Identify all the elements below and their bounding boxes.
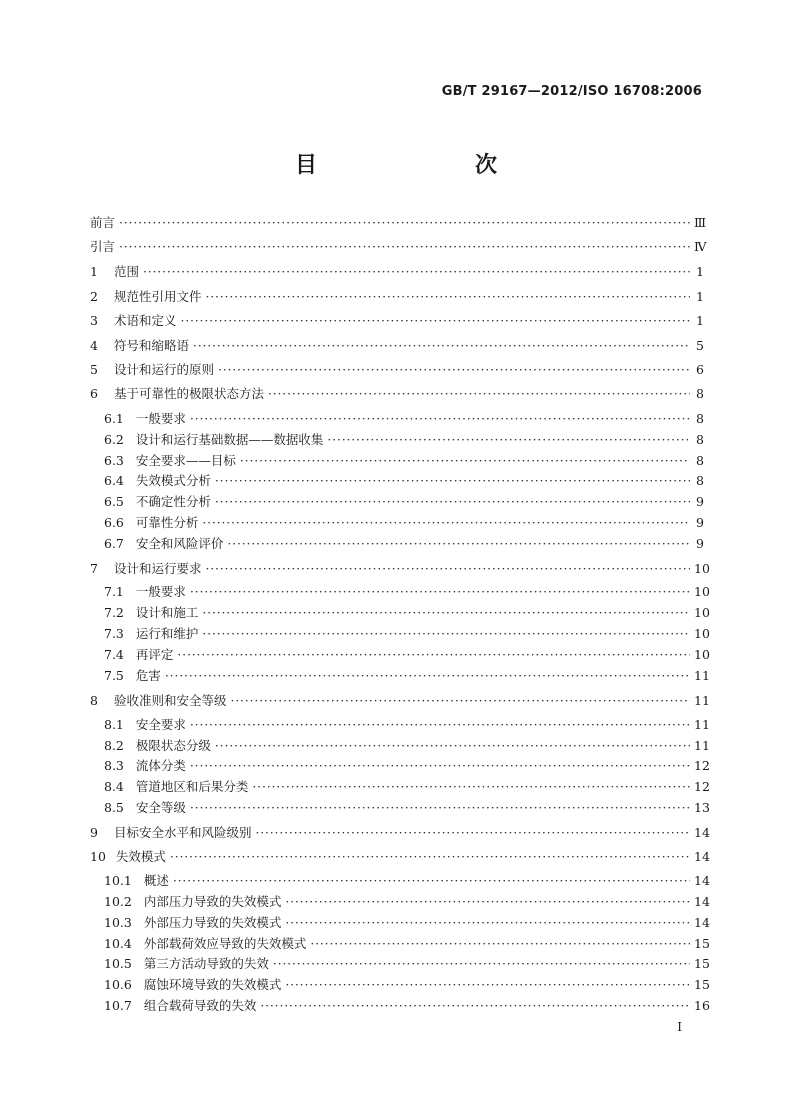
toc-entry-label: 术语和定义 (113, 313, 177, 328)
toc-entry-page: 8 (696, 453, 704, 468)
toc-entry-number: 8 (90, 693, 98, 708)
toc-entry-label: 安全等级 (135, 800, 186, 815)
toc-entry-page: 15 (694, 956, 710, 971)
toc-entry[interactable] (90, 848, 710, 866)
toc-entry[interactable] (104, 955, 710, 973)
toc-entry-label: 极限状态分级 (135, 738, 211, 753)
toc-entry-page: 9 (696, 536, 704, 551)
toc-entry-page: 14 (694, 873, 710, 888)
toc-entry-page: 6 (696, 362, 704, 377)
toc-entry-label: 前言 (90, 215, 116, 230)
toc-dot-leader (202, 604, 690, 622)
toc-entry-page: 13 (694, 800, 710, 815)
toc-dot-leader (215, 472, 690, 490)
toc-entry-number: 9 (90, 825, 98, 840)
toc-dot-leader (193, 337, 690, 355)
toc-entry-page: 8 (696, 386, 704, 401)
toc-entry-number: 6 (90, 386, 98, 401)
toc-dot-leader (310, 935, 690, 953)
toc-entry-label: 范围 (113, 264, 139, 279)
toc-entry-page: 5 (696, 338, 704, 353)
toc-dot-leader (285, 976, 690, 994)
toc-entry-page: 14 (694, 849, 710, 864)
toc-entry-page: Ⅲ (694, 215, 707, 230)
toc-entry-label: 管道地区和后果分类 (135, 779, 249, 794)
toc-dot-leader (327, 431, 690, 449)
toc-entry-label: 腐蚀环境导致的失效模式 (143, 977, 282, 992)
toc-entry-number: 6.2 (104, 432, 124, 447)
page-folio: I (677, 1020, 682, 1034)
toc-entry-label: 流体分类 (135, 758, 186, 773)
toc-entry[interactable] (104, 431, 704, 449)
toc-entry-label: 可靠性分析 (135, 515, 199, 530)
toc-dot-leader (190, 583, 690, 601)
toc-entry-number: 1 (90, 264, 98, 279)
toc-entry[interactable] (104, 583, 710, 601)
toc-entry[interactable] (104, 778, 710, 796)
toc-entry-page: 10 (694, 605, 710, 620)
toc-entry-page: 1 (696, 289, 704, 304)
toc-entry-label: 不确定性分析 (135, 494, 211, 509)
toc-entry[interactable] (90, 238, 707, 256)
toc-entry-page: 10 (694, 584, 710, 599)
toc-entry-label: 概述 (143, 873, 169, 888)
toc-entry-page: 15 (694, 936, 710, 951)
toc-entry-page: 14 (694, 894, 710, 909)
toc-dot-leader (165, 667, 690, 685)
toc-entry-label: 内部压力导致的失效模式 (143, 894, 282, 909)
toc-dot-leader (119, 238, 690, 256)
toc-dot-leader (273, 955, 690, 973)
toc-dot-leader (260, 997, 690, 1015)
toc-entry-page: 11 (694, 738, 710, 753)
toc-dot-leader (215, 737, 690, 755)
toc-entry[interactable] (104, 625, 710, 643)
toc-entry-number: 10.4 (104, 936, 132, 951)
toc-entry-page: 1 (696, 264, 704, 279)
toc-entry-label: 设计和施工 (135, 605, 199, 620)
toc-entry-page: 11 (694, 717, 710, 732)
toc-entry[interactable] (90, 560, 710, 578)
toc-entry-number: 10.6 (104, 977, 132, 992)
toc-entry[interactable] (104, 667, 710, 685)
page-title: 目 次 (294, 153, 535, 178)
toc-entry-number: 7.5 (104, 668, 124, 683)
toc-entry[interactable] (104, 472, 704, 490)
toc-dot-leader (240, 452, 690, 470)
toc-dot-leader (190, 410, 690, 428)
toc-dot-leader (170, 848, 690, 866)
toc-entry-number: 7.2 (104, 605, 124, 620)
toc-entry-label: 组合载荷导致的失效 (143, 998, 257, 1013)
toc-entry[interactable] (104, 799, 710, 817)
toc-dot-leader (252, 778, 690, 796)
toc-dot-leader (268, 385, 690, 403)
toc-entry-label: 运行和维护 (135, 626, 199, 641)
toc-entry[interactable] (90, 692, 710, 710)
toc-entry[interactable] (104, 872, 710, 890)
toc-dot-leader (180, 312, 690, 330)
toc-entry-number: 7.4 (104, 647, 124, 662)
toc-dot-leader (255, 824, 690, 842)
toc-entry[interactable] (104, 452, 704, 470)
toc-entry-page: 14 (694, 915, 710, 930)
toc-dot-leader (177, 646, 690, 664)
toc-entry-page: 1 (696, 313, 704, 328)
toc-dot-leader (173, 872, 690, 890)
toc-entry-page: 14 (694, 825, 710, 840)
toc-entry-page: 10 (694, 561, 710, 576)
toc-dot-leader (205, 560, 690, 578)
toc-entry[interactable] (104, 604, 710, 622)
toc-entry-label: 设计和运行要求 (113, 561, 202, 576)
toc-entry-label: 再评定 (135, 647, 174, 662)
toc-entry[interactable] (104, 410, 704, 428)
toc-dot-leader (215, 493, 690, 511)
toc-entry[interactable] (104, 757, 710, 775)
toc-dot-leader (190, 757, 690, 775)
toc-entry[interactable] (104, 935, 710, 953)
toc-entry[interactable] (104, 514, 704, 532)
toc-entry-label: 引言 (90, 239, 116, 254)
toc-entry-number: 6.5 (104, 494, 124, 509)
toc-entry[interactable] (104, 976, 710, 994)
toc-entry-label: 符号和缩略语 (113, 338, 189, 353)
toc-dot-leader (230, 692, 690, 710)
toc-entry-page: 9 (696, 515, 704, 530)
toc-entry-label: 验收准则和安全等级 (113, 693, 227, 708)
toc-entry-number: 6.4 (104, 473, 124, 488)
toc-entry-number: 6.3 (104, 453, 124, 468)
toc-entry-number: 8.2 (104, 738, 124, 753)
toc-dot-leader (285, 893, 690, 911)
toc-entry[interactable] (104, 914, 710, 932)
toc-entry-label: 外部压力导致的失效模式 (143, 915, 282, 930)
toc-entry-number: 10.5 (104, 956, 132, 971)
toc-entry[interactable] (90, 361, 704, 379)
toc-entry[interactable] (104, 646, 710, 664)
toc-entry-number: 8.4 (104, 779, 124, 794)
toc-entry-label: 安全和风险评价 (135, 536, 224, 551)
toc-entry[interactable] (90, 214, 707, 232)
toc-entry-page: 15 (694, 977, 710, 992)
toc-entry-number: 10.2 (104, 894, 132, 909)
toc-entry-label: 一般要求 (135, 411, 186, 426)
toc-entry-page: 8 (696, 411, 704, 426)
toc-entry-page: 10 (694, 647, 710, 662)
toc-entry-page: 11 (694, 668, 710, 683)
toc-entry-page: 9 (696, 494, 704, 509)
toc-entry-label: 安全要求 (135, 717, 186, 732)
toc-entry-label: 外部载荷效应导致的失效模式 (143, 936, 307, 951)
toc-entry-label: 基于可靠性的极限状态方法 (113, 386, 264, 401)
toc-entry[interactable] (90, 263, 704, 281)
toc-dot-leader (202, 514, 690, 532)
toc-entry-label: 失效模式 (115, 849, 166, 864)
toc-entry[interactable] (104, 535, 704, 553)
toc-entry-label: 安全要求——目标 (135, 453, 236, 468)
toc-entry[interactable] (104, 737, 710, 755)
toc-dot-leader (143, 263, 690, 281)
toc-entry[interactable] (104, 493, 704, 511)
toc-entry-number: 10.7 (104, 998, 132, 1013)
toc-entry-page: 11 (694, 693, 710, 708)
toc-dot-leader (190, 716, 690, 734)
toc-entry-page: 10 (694, 626, 710, 641)
standard-code: GB/T 29167—2012/ISO 16708:2006 (441, 84, 702, 99)
toc-entry-number: 8.3 (104, 758, 124, 773)
toc-dot-leader (202, 625, 690, 643)
toc-entry-number: 2 (90, 289, 98, 304)
toc-entry-number: 8.1 (104, 717, 124, 732)
toc-entry[interactable] (90, 288, 704, 306)
toc-entry[interactable] (104, 997, 710, 1015)
toc-entry[interactable] (104, 716, 710, 734)
toc-entry-label: 一般要求 (135, 584, 186, 599)
toc-entry[interactable] (104, 893, 710, 911)
toc-entry-number: 6.1 (104, 411, 124, 426)
toc-dot-leader (227, 535, 690, 553)
toc-entry-label: 设计和运行基础数据——数据收集 (135, 432, 324, 447)
toc-entry[interactable] (90, 312, 704, 330)
toc-entry-page: 8 (696, 473, 704, 488)
toc-dot-leader (218, 361, 690, 379)
toc-entry[interactable] (90, 337, 704, 355)
toc-entry-label: 设计和运行的原则 (113, 362, 214, 377)
toc-entry-number: 3 (90, 313, 98, 328)
toc-entry-page: 16 (694, 998, 710, 1013)
toc-dot-leader (285, 914, 690, 932)
toc-entry-label: 目标安全水平和风险级别 (113, 825, 252, 840)
toc-entry-number: 7.3 (104, 626, 124, 641)
toc-entry-number: 7.1 (104, 584, 124, 599)
toc-entry[interactable] (90, 824, 710, 842)
toc-dot-leader (119, 214, 690, 232)
toc-entry-label: 第三方活动导致的失效 (143, 956, 269, 971)
toc-entry-number: 6.7 (104, 536, 124, 551)
toc-entry-number: 4 (90, 338, 98, 353)
toc-entry-page: 8 (696, 432, 704, 447)
toc-entry-page: Ⅳ (694, 239, 707, 254)
toc-entry-label: 规范性引用文件 (113, 289, 202, 304)
toc-entry-number: 6.6 (104, 515, 124, 530)
toc-entry-label: 失效模式分析 (135, 473, 211, 488)
toc-entry-label: 危害 (135, 668, 161, 683)
toc-dot-leader (190, 799, 690, 817)
toc-entry-page: 12 (694, 758, 710, 773)
toc-entry-number: 10 (90, 849, 106, 864)
toc-entry-number: 10.3 (104, 915, 132, 930)
toc-entry-number: 8.5 (104, 800, 124, 815)
toc-entry[interactable] (90, 385, 704, 403)
toc-entry-page: 12 (694, 779, 710, 794)
toc-dot-leader (205, 288, 690, 306)
toc-entry-number: 5 (90, 362, 98, 377)
toc-entry-number: 7 (90, 561, 98, 576)
toc-entry-number: 10.1 (104, 873, 132, 888)
